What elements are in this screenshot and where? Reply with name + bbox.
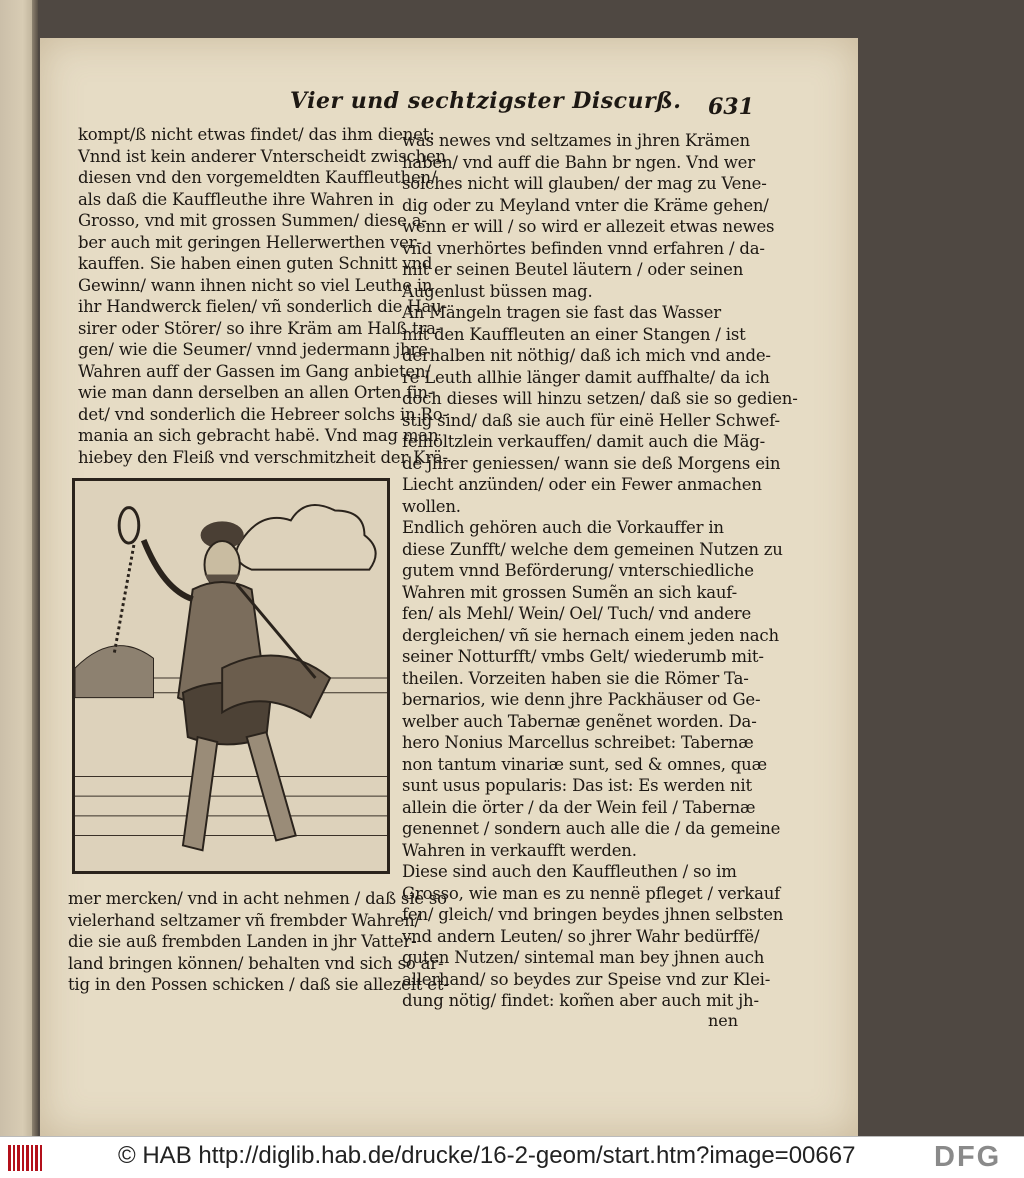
text-line: seiner Notturfft/ vmbs Gelt/ wiederumb mit- <box>402 647 764 666</box>
text-line: derhalben nit nöthig/ daß ich mich vnd ande- <box>402 346 771 365</box>
text-line: wie man dann derselben an allen Orten fin- <box>78 383 434 402</box>
text-line: tig in den Possen schicken / daß sie allezeit et- <box>68 975 449 994</box>
footer-bar <box>0 1136 1024 1178</box>
text-line: fen/ als Mehl/ Wein/ Oel/ Tuch/ vnd andere <box>402 604 752 623</box>
source-credit-link[interactable]: © HAB http://diglib.hab.de/drucke/16-2-geom/start.htm?image=00667 <box>118 1142 856 1169</box>
text-line: fen/ gleich/ vnd bringen beydes jhnen selbsten <box>402 905 784 924</box>
text-line: Augenlust büssen mag. <box>402 281 593 301</box>
left-page-edge <box>0 0 38 1136</box>
text-line: diese Zunfft/ welche dem gemeinen Nutzen zu <box>402 539 783 559</box>
text-line: vnd andern Leuten/ so jhrer Wahr bedürffë/ <box>402 926 760 946</box>
text-line: det/ vnd sonderlich die Hebreer solchs in Ro- <box>78 404 448 424</box>
text-line: gutem vnnd Beförderung/ vnterschiedliche <box>402 561 754 580</box>
text-line: kompt/ß nicht etwas findet/ das ihm dienet: <box>78 125 435 144</box>
text-line: stig sind/ daß sie auch für einë Heller Schwef- <box>402 410 780 430</box>
running-head: Vier und sechtzigster Discurß. <box>290 88 682 114</box>
text-line: dig oder zu Meyland vnter die Kräme gehen/ <box>402 195 769 215</box>
text-line: non tantum vinariæ sunt, sed & omnes, quæ <box>402 754 767 774</box>
text-line: de jhrer geniessen/ wann sie deß Morgens ein <box>402 453 781 473</box>
text-line: Wahren in verkaufft werden. <box>402 840 637 860</box>
text-line: vielerhand seltzamer vñ frembder Wahren/ <box>68 910 420 930</box>
text-line: was newes vnd seltzames in jhren Krämen <box>402 131 750 150</box>
text-line: Gewinn/ wann ihnen nicht so viel Leuthe in <box>78 275 433 295</box>
text-line: solches nicht will glauben/ der mag zu Vene- <box>402 174 767 193</box>
woodcut-illustration <box>72 478 390 874</box>
right-column <box>402 130 798 1012</box>
text-line: genennet / sondern auch alle die / da gemeine <box>402 819 781 838</box>
text-line: sunt usus popularis: Das ist: Es werden nit <box>402 776 752 795</box>
text-line: felhöltzlein verkauffen/ damit auch die Mäg- <box>402 432 766 451</box>
text-line: Wahren auff der Gassen im Gang anbieten/ <box>78 361 431 381</box>
text-line: Grosso, vnd mit grossen Summen/ diese a- <box>78 211 427 230</box>
text-line: Vnnd ist kein anderer Vnterscheidt zwischen <box>78 146 446 166</box>
text-line: wenn er will / so wird er allezeit etwas newes <box>402 217 775 236</box>
text-line: mit den Kauffleuten an einer Stangen / ist <box>402 324 746 344</box>
text-line: gen/ wie die Seumer/ vnnd jedermann jhre <box>78 340 428 359</box>
text-line: ber auch mit geringen Hellerwerthen ver- <box>78 232 422 252</box>
book-page <box>40 38 858 1136</box>
text-line: allein die örter / da der Wein feil / Tabernæ <box>402 797 756 817</box>
dfg-logo: DFG <box>934 1141 1002 1173</box>
text-line: dung nötig/ findet: kom̃en aber auch mit jh- <box>402 991 759 1010</box>
text-line: re Leuth allhie länger damit auffhalte/ da ich <box>402 367 770 387</box>
text-line: als daß die Kauffleuthe ihre Wahren in <box>78 189 394 209</box>
text-line: haben/ vnd auff die Bahn br ngen. Vnd wer <box>402 152 755 172</box>
text-line: Diese sind auch den Kauffleuthen / so im <box>402 862 737 881</box>
peddler-woodcut <box>75 481 387 871</box>
text-line: doch dieses will hinzu setzen/ daß sie so gedien- <box>402 389 798 408</box>
text-line: wollen. <box>402 496 461 516</box>
text-line: bernarios, wie denn jhre Packhäuser od Ge- <box>402 690 761 709</box>
text-line: mer mercken/ vnd in acht nehmen / daß sie so <box>68 889 447 908</box>
text-line: hero Nonius Marcellus schreibet: Tabernæ <box>402 733 754 752</box>
text-line: die sie auß frembden Landen in jhr Vatter- <box>68 932 417 951</box>
text-line: Endlich gehören auch die Vorkauffer in <box>402 518 724 537</box>
text-line: land bringen können/ behalten vnd sich so ar- <box>68 953 444 973</box>
text-line: Liecht anzünden/ oder ein Fewer anmachen <box>402 475 762 494</box>
text-line: kauffen. Sie haben einen guten Schnitt vnd <box>78 254 433 273</box>
text-line: diesen vnd den vorgemeldten Kauffleuthen/ <box>78 168 437 187</box>
text-line: mit er seinen Beutel läutern / oder seinen <box>402 260 744 279</box>
text-line: ihr Handwerck fielen/ vñ sonderlich die Hau- <box>78 297 447 316</box>
page-number: 631 <box>708 94 754 120</box>
text-line: mania an sich gebracht habë. Vnd mag man <box>78 426 439 445</box>
text-line: Wahren mit grossen Sumẽn an sich kauf- <box>402 582 738 602</box>
text-line: guten Nutzen/ sintemal man bey jhnen auch <box>402 948 765 967</box>
text-line: theilen. Vorzeiten haben sie die Römer Ta- <box>402 668 749 688</box>
book-gutter <box>32 0 38 1136</box>
barcode-icon <box>8 1145 42 1171</box>
catchword: nen <box>708 1011 739 1030</box>
text-line: An Mängeln tragen sie fast das Wasser <box>402 303 721 322</box>
text-line: allerhand/ so beydes zur Speise vnd zur Klei- <box>402 969 771 989</box>
left-column-top <box>78 124 448 468</box>
text-line: dergleichen/ vñ sie hernach einem jeden nach <box>402 625 779 645</box>
left-column-bottom <box>68 888 449 996</box>
text-line: welber auch Tabernæ genẽnet worden. Da- <box>402 711 757 731</box>
text-line: sirer oder Störer/ so ihre Kräm am Halß tra- <box>78 318 442 338</box>
text-line: vnd vnerhörtes befinden vnnd erfahren / da- <box>402 238 765 258</box>
text-line: Grosso, wie man es zu nennë pfleget / verkauf <box>402 883 781 903</box>
text-line: hiebey den Fleiß vnd verschmitzheit der Krä- <box>78 447 448 467</box>
